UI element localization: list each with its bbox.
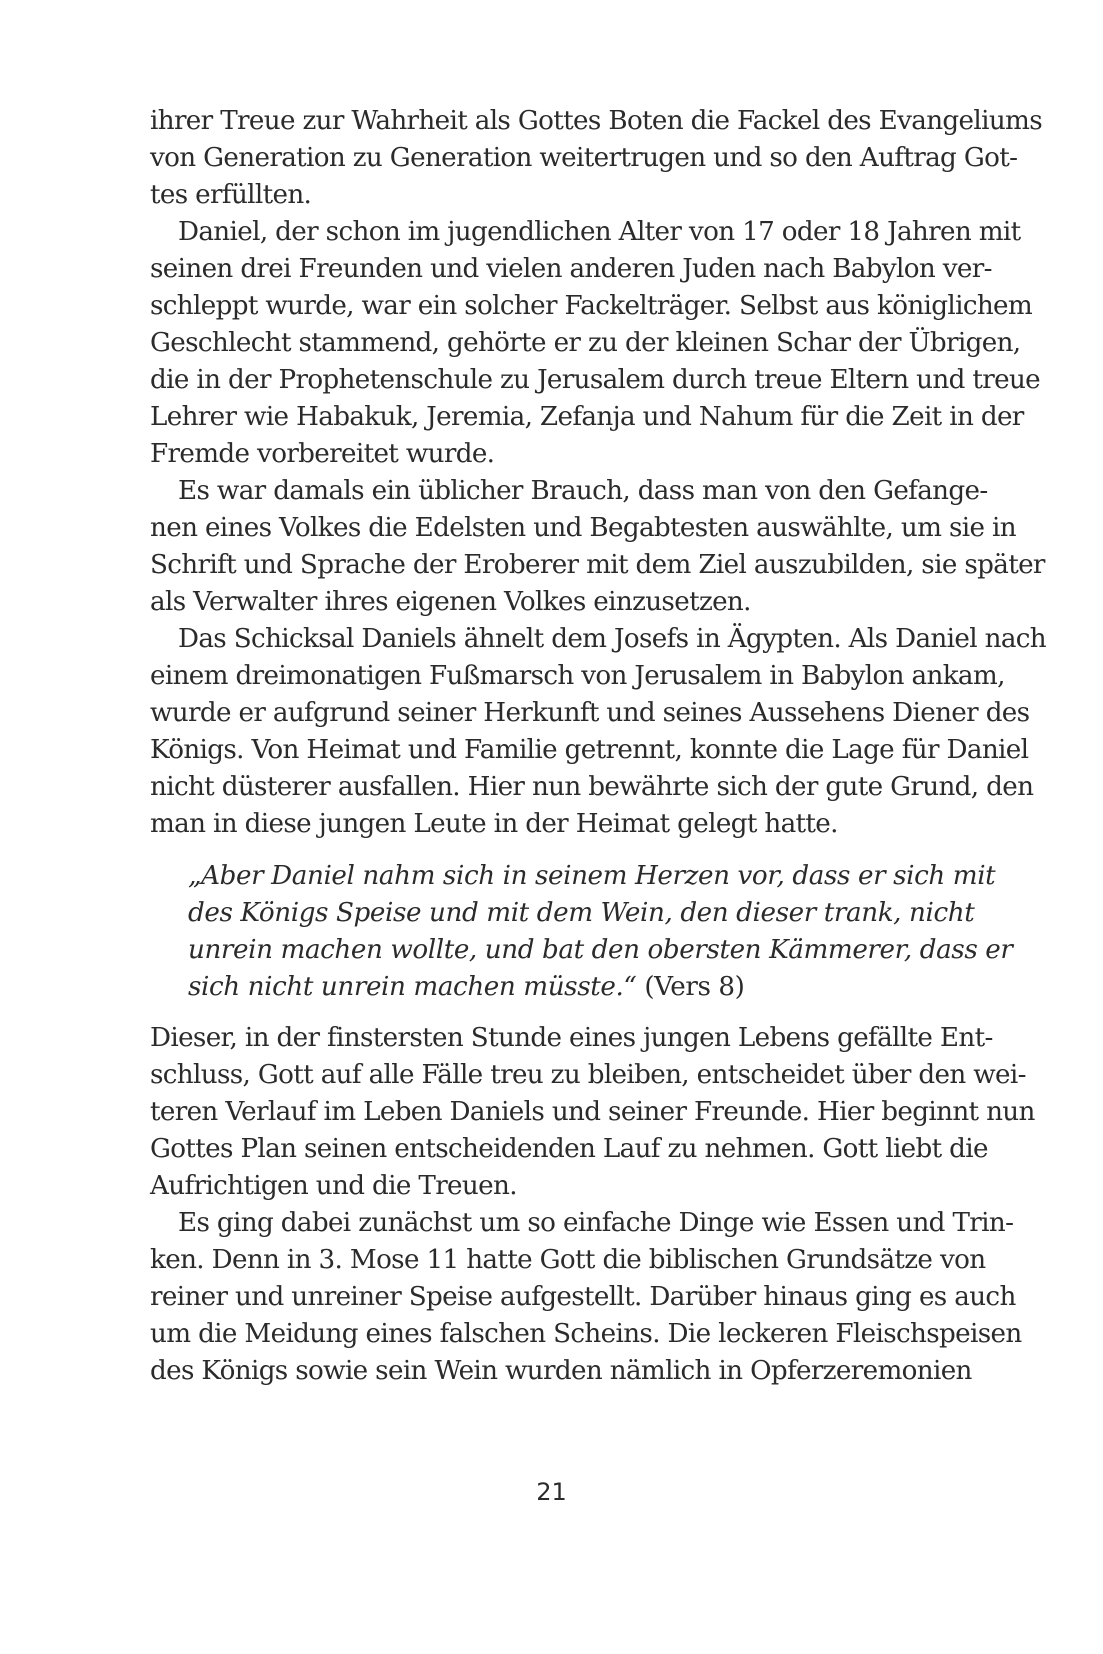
paragraph xyxy=(150,473,1045,621)
text-line: man in diese jungen Leute in der Heimat gelegt hatte. xyxy=(150,809,838,839)
text-line: ken. Denn in 3. Mose 11 hatte Gott die biblischen Grundsätze von xyxy=(150,1245,986,1275)
quote-line xyxy=(188,969,950,1006)
text-line: seinen drei Freunden und vielen anderen Juden nach Babylon ver- xyxy=(150,254,992,284)
text-line: Es ging dabei zunächst um so einfache Dinge wie Essen und Trin- xyxy=(178,1208,1014,1238)
scripture-quote xyxy=(150,858,1013,1006)
body-text xyxy=(150,103,1047,1390)
text-line: Geschlecht stammend, gehörte er zu der kleinen Schar der Übrigen, xyxy=(150,328,1021,358)
quote-line: „Aber Daniel nahm sich in seinem Herzen vor, dass er sich mit xyxy=(188,861,996,891)
paragraph xyxy=(150,103,1043,214)
text-line: Fremde vorbereitet wurde. xyxy=(150,439,495,469)
text-line: reiner und unreiner Speise aufgestellt. Darüber hinaus ging es auch xyxy=(150,1282,1016,1312)
paragraph xyxy=(150,1020,1035,1205)
text-line: ihrer Treue zur Wahrheit als Gottes Boten die Fackel des Evangeliums xyxy=(150,106,1043,136)
text-line: schleppt wurde, war ein solcher Fackelträger. Selbst aus königlichem xyxy=(150,291,1033,321)
text-line: wurde er aufgrund seiner Herkunft und seines Aussehens Diener des xyxy=(150,698,1030,728)
text-line: nicht düsterer ausfallen. Hier nun bewährte sich der gute Grund, den xyxy=(150,772,1034,802)
text-line: die in der Prophetenschule zu Jerusalem durch treue Eltern und treue xyxy=(150,365,1041,395)
quote-line: des Königs Speise und mit dem Wein, den dieser trank, nicht xyxy=(188,898,975,928)
text-line: teren Verlauf im Leben Daniels und seiner Freunde. Hier beginnt nun xyxy=(150,1097,1035,1127)
paragraph xyxy=(150,214,1041,473)
paragraph xyxy=(150,621,1047,843)
text-line: Gottes Plan seinen entscheidenden Lauf zu nehmen. Gott liebt die xyxy=(150,1134,988,1164)
text-line: nen eines Volkes die Edelsten und Begabtesten auswählte, um sie in xyxy=(150,513,1016,543)
text-line: um die Meidung eines falschen Scheins. Die leckeren Fleischspeisen xyxy=(150,1319,1022,1349)
page-number: 21 xyxy=(536,1478,567,1506)
text-line: Lehrer wie Habakuk, Jeremia, Zefanja und Nahum für die Zeit in der xyxy=(150,402,1024,432)
quote-last-text: sich nicht unrein machen müsste.“ xyxy=(188,972,637,1002)
paragraph xyxy=(150,1205,1022,1390)
text-line: von Generation zu Generation weitertrugen und so den Auftrag Got- xyxy=(150,143,1018,173)
text-line: Das Schicksal Daniels ähnelt dem Josefs in Ägypten. Als Daniel nach xyxy=(178,624,1047,654)
quote-line: unrein machen wollte, und bat den obersten Kämmerer, dass er xyxy=(188,935,1013,965)
text-line: Dieser, in der finstersten Stunde eines jungen Lebens gefällte Ent- xyxy=(150,1023,993,1053)
verse-reference: (Vers 8) xyxy=(636,972,745,1002)
text-line: einem dreimonatigen Fußmarsch von Jerusalem in Babylon ankam, xyxy=(150,661,1005,691)
text-line: Daniel, der schon im jugendlichen Alter von 17 oder 18 Jahren mit xyxy=(178,217,1021,247)
text-line: Königs. Von Heimat und Familie getrennt, konnte die Lage für Daniel xyxy=(150,735,1029,765)
text-line: tes erfüllten. xyxy=(150,180,312,210)
text-line: Aufrichtigen und die Treuen. xyxy=(150,1171,517,1201)
text-line: Es war damals ein üblicher Brauch, dass man von den Gefange- xyxy=(178,476,988,506)
text-line: des Königs sowie sein Wein wurden nämlich in Opferzeremonien xyxy=(150,1356,972,1386)
text-line: als Verwalter ihres eigenen Volkes einzusetzen. xyxy=(150,587,751,617)
text-line: Schrift und Sprache der Eroberer mit dem Ziel auszubilden, sie später xyxy=(150,550,1045,580)
text-line: schluss, Gott auf alle Fälle treu zu bleiben, entscheidet über den wei- xyxy=(150,1060,1026,1090)
